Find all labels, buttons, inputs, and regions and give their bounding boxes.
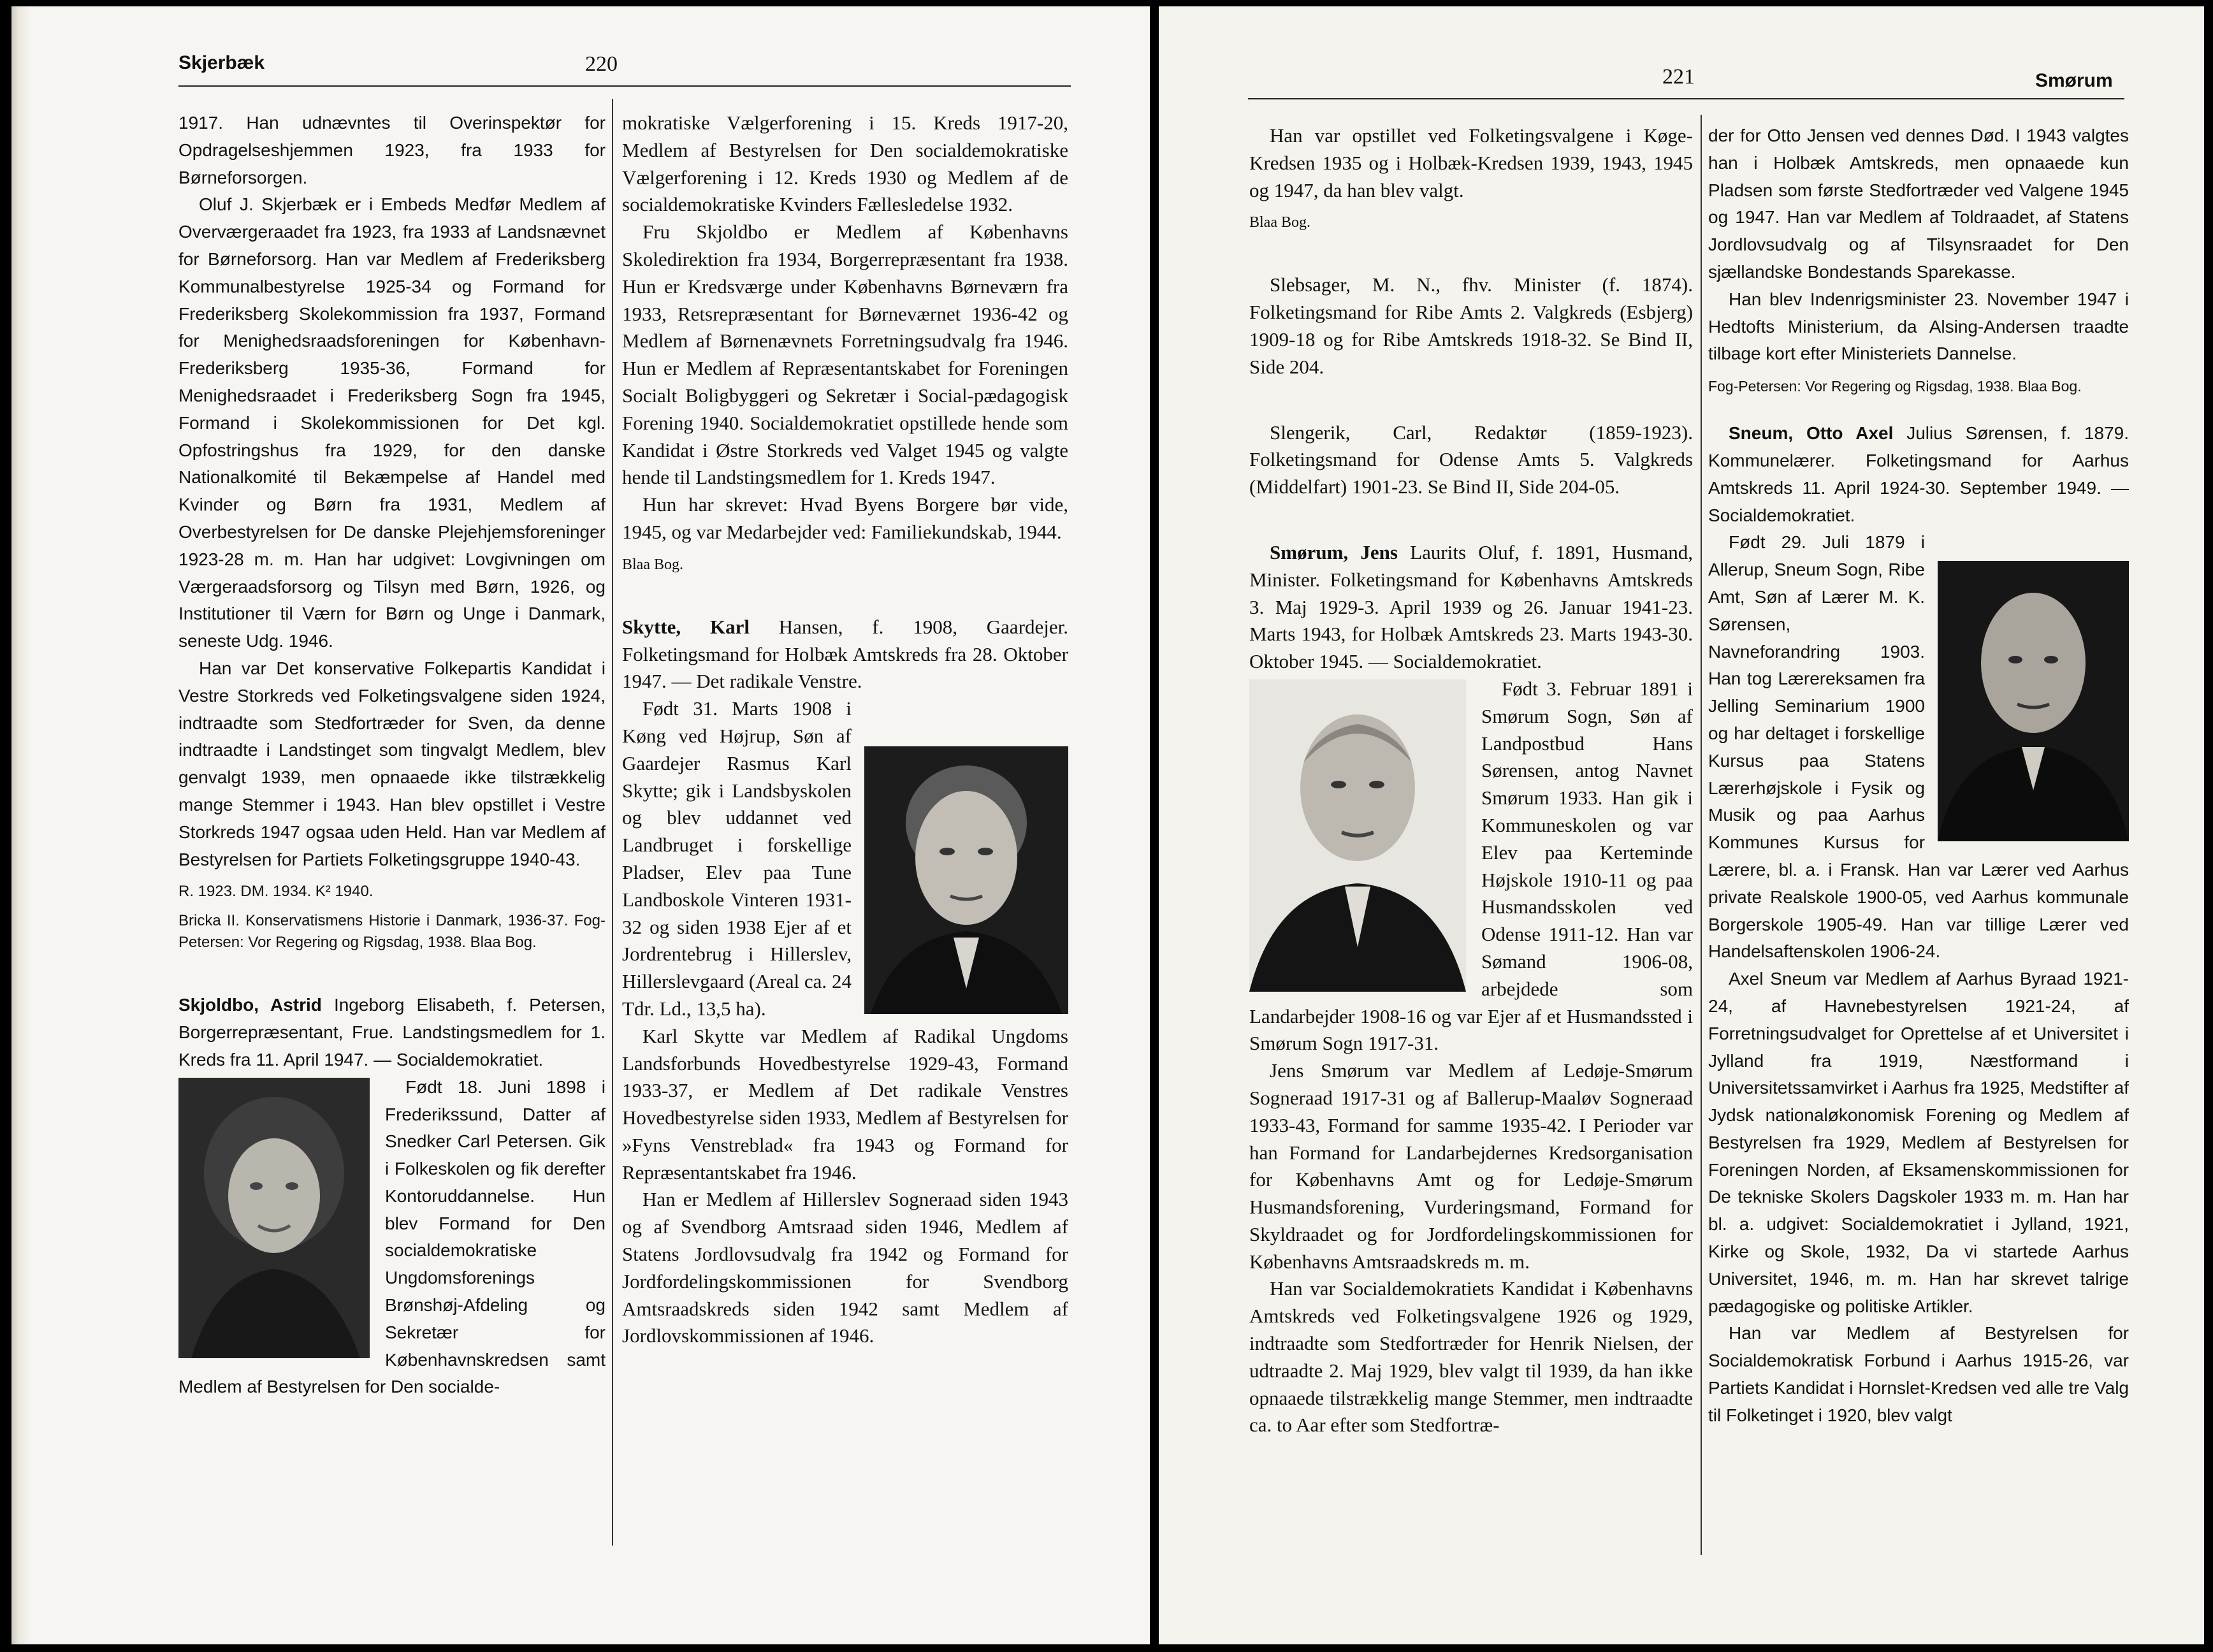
paragraph: 1917. Han udnævntes til Overinspektør for Opdragelseshjemmen 1923, fra 1933 for Børneforsorgen. [178, 113, 606, 187]
page-edge [11, 6, 31, 1644]
running-header-name: Skjerbæk [178, 52, 265, 73]
entry-intro: Julius Sørensen, f. 1879. Kommunelærer. Folketingsmand for Aarhus Amtskreds 11. April 1924-30. September 1949. — Socialdemokratiet. [1708, 423, 2130, 525]
entry-intro: Ingeborg Elisabeth, f. Petersen, Borgerrepræsentant, Frue. Landstingsmedlem for 1. Kreds fra 11. April 1947. — Socialdemokratiet. [178, 995, 606, 1069]
spacer [1249, 381, 1693, 419]
portrait-image [178, 1078, 370, 1358]
paragraph: Jens Smørum var Medlem af Ledøje-Smørum Sogneraad 1917-31 og af Ballerup-Maaløv Sogneraad 1933-43, Formand for samme 1935-42. I Perioder var han Formand for Landarbejdernes Kredsorganisation for Københavns Amt og for Ledøje-Smørum Husmandsforening, Vurderingsmand, Formand for Skyldraadet og for Jordfordelingskommissionen for Københavns Amtsraadskreds m. m. [1249, 1059, 1693, 1273]
portrait-photo-skjoldbo [178, 1078, 370, 1358]
right-page [1159, 6, 2204, 1644]
left-column-1 [178, 110, 606, 1401]
entry-slebsager: Slebsager, M. N., fhv. Minister (f. 1874). Folketingsmand for Ribe Amts 2. Valgkreds (Esbjerg) 1909-18 og for Ribe Amtskreds 1918-32. Se Bind II, Side 204. [1249, 273, 1693, 378]
source-line: Fog-Petersen: Vor Regering og Rigsdag, 1938. Blaa Bog. [1708, 378, 2082, 395]
born-text: Født 29. Juli 1879 i Allerup, Sneum Sogn, Ribe Amt, Søn af Lærer M. K. Sørensen, Navneforandring 1903. Han tog Lærereksamen fra Jelling Seminarium 1900 og har deltaget i forskellige Kursus paa Statens Lærerhøjskole i Fysik og Musik og paa Aarhus Kommunes Kursus for Lærere, bl. a. i Fransk. Han var Lærer ved Aarhus private Realskole 1900-05, ved Aarhus kommunale Borgerskole 1905-49. Han var tillige Lærer ved Handelsaftenskolen 1906-24. [1708, 532, 2129, 962]
entry-name-given: Otto Axel [1806, 423, 1894, 444]
source-line: Bricka II. Konservatismens Historie i Danmark, 1936-37. Fog-Petersen: Vor Regering og Rigsdag, 1938. Blaa Bog. [178, 912, 606, 952]
entry-intro: Laurits Oluf, f. 1891, Husmand, Minister. Folketingsmand for Københavns Amtskreds 3. Maj 1929-3. April 1939 og 26. Januar 1941-23. Marts 1943, for Holbæk Amtskreds 23. Marts 1943-30. Oktober 1945. — Socialdemokratiet. [1249, 540, 1694, 673]
entry-sneum [1708, 420, 2129, 529]
paragraph: Karl Skytte var Medlem af Radikal Ungdoms Landsforbunds Hovedbestyrelse 1929-43, Formand 1933-37, er Medlem af Det radikale Venstres Hovedbestyrelse siden 1933, Medlem af Bestyrelsen for »Fyns Venstreblad« fra 1943 og Formand for Repræsentantskabet fra 1946. [622, 1024, 1068, 1184]
paragraph [1708, 529, 2129, 966]
paragraph [1249, 676, 1693, 1057]
entry-skytte [622, 614, 1068, 695]
paragraph: Han var opstillet ved Folketingsvalgene i Køge-Kredsen 1935 og i Holbæk-Kredsen 1939, 1943, 1945 og 1947, da han blev valgt. [1249, 124, 1693, 201]
paragraph: mokratiske Vælgerforening i 15. Kreds 1917-20, Medlem af Bestyrelsen for Den socialdemokratiske Vælgerforening i 12. Kreds 1930 og Medlem af de socialdemokratiske Kvinders Fællesledelse 1932. [622, 112, 1068, 216]
portrait-photo-smorum [1249, 679, 1466, 992]
entry-intro: Hansen, f. 1908, Gaardejer. Folketingsmand for Holbæk Amtskreds fra 28. Oktober 1947. — Det radikale Venstre. [622, 615, 1068, 693]
born-lead: Født 18. Juni 1898 [405, 1076, 586, 1097]
left-page [11, 6, 1150, 1644]
paragraph: der for Otto Jensen ved dennes Død. I 1943 valgtes han i Holbæk Amtskreds, men opnaaede kun Pladsen som første Stedfortræder ved Valgene 1945 og 1947. Han var Medlem af Toldraadet, af Statens Jordlovsudvalg og af Tilsynsraadet for Den sjællandske Bondestands Sparekasse. [1708, 126, 2129, 282]
source-line: Blaa Bog. [622, 556, 683, 573]
paragraph: Han er Medlem af Hillerslev Sogneraad siden 1943 og af Svendborg Amtsraad siden 1946, Medlem af Statens Jordlovsudvalg fra 1942 og Formand for Jordfordelingskommissionen for Svendborg Amtsraadskreds siden 1942 samt Medlem af Jordlovskommissionen af 1946. [622, 1188, 1068, 1347]
right-column-2 [1708, 122, 2129, 1430]
spacer [1249, 501, 1693, 539]
paragraph: Hun har skrevet: Hvad Byens Borgere bør vide, 1945, og var Medarbejder ved: Familiekundskab, 1944. [622, 493, 1068, 543]
paragraph: Fru Skjoldbo er Medlem af Københavns Skoledirektion fra 1934, Borgerrepræsentant fra 1938. Hun er Kredsværge under Københavns Børneværn fra 1933, Retsrepræsentant for Børneværnet 1936-42 og Medlem af Børnenævnets Forretningsudvalg fra 1946. Hun er Medlem af Repræsentantskabet for Foreningen Socialt Boligbyggeri og Sekretær i Social-pædagogisk Forening 1940. Socialdemokratiet opstillede hende som Kandidat i Østre Storkreds ved Valget 1945 og valgte hende til Landstingsmedlem for 1. Kreds 1947. [622, 221, 1068, 489]
source-line: R. 1923. DM. 1934. K² 1940. [178, 883, 374, 901]
paragraph: Han var Socialdemokratiets Kandidat i Københavns Amtskreds ved Folketingsvalgene 1926 og 1929, indtraadte som Stedfortræder for Henrik Nielsen, der udtraadte 2. Maj 1929, blev valgt til 1939, da han ikke opnaaede tilstrækkelig mange Stemmer, men indtraadte ca. to Aar efter som Stedfortræ- [1249, 1277, 1693, 1437]
page-number: 221 [1662, 65, 1695, 89]
paragraph [178, 1074, 606, 1402]
header-rule [1248, 98, 2124, 99]
portrait-photo-skytte [864, 746, 1068, 1014]
paragraph: Han var Det konservative Folkepartis Kandidat i Vestre Storkreds ved Folketingsvalgene siden 1924, indtraadte som Stedfortræder for Sven, da denne indtraadte i Landstinget som tingvalgt Medlem, blev genvalgt 1939, men opnaaede ikke tilstrækkelig mange Stemmer i 1943. Han blev opstillet i Vestre Storkreds 1947 ogsaa uden Held. Han var Medlem af Bestyrelsen for Partiets Folketingsgruppe 1940-43. [178, 658, 606, 869]
paragraph: Han blev Indenrigsminister 23. November 1947 i Hedtofts Ministerium, da Alsing-Andersen traadte tilbage kort efter Ministeriets Dannelse. [1708, 289, 2129, 364]
portrait-photo-sneum [1938, 561, 2129, 841]
born-text: Født 31. Marts 1908 i Køng ved Højrup, Søn af Gaardejer Rasmus Karl Skytte; gik i Landsbyskolen og blev uddannet ved Landbruget i forskellige Pladser, Elev paa Tune Landboskole Vinteren 1931-32 og siden 1938 Ejer af et Jordrentebrug i Hillerslev, Hillerslevgaard (Areal ca. 24 Tdr. Ld., 13,5 ha). [622, 697, 852, 1020]
page-number: 220 [585, 52, 618, 76]
paragraph: Oluf J. Skjerbæk er i Embeds Medfør Medlem af Overværgeraadet fra 1923, fra 1933 af Landsnævnet for Børneforsorg. Han var Medlem af Frederiksberg Kommunalbestyrelse 1925-34 og Formand for Frederiksberg Skolekommission fra 1937, Formand for Menighedsraadsforeningen for København-Frederiksberg 1935-36, Formand for Menighedsraadet i Frederiksberg Sogn fra 1945, Formand i Skolekommissionen for Det kgl. Opfostringshus fra 1929, for den danske Nationalkomité til Bekæmpelse af Handel med Kvinder og Børn fra 1931, Medlem af Overbestyrelsen for De danske Plejehjemsforeninger 1923-28 m. m. Han har udgivet: Lovgivningen om Værgeraadsforsorg og Tilsyn med Børn, 1926, og Institutioner til Værn for Børn og Unge i Danmark, seneste Udg. 1946. [178, 194, 606, 651]
entry-name: Skjoldbo, Astrid [178, 995, 322, 1015]
born-text: Født 3. Februar 1891 i Smørum Sogn, Søn af Landpostbud Hans Sørensen, antog Navnet Smørum 1933. Han gik i Kommuneskolen og var Elev paa Kerteminde Højskole 1910-11 og paa Husmandsskolen ved Odense 1911-12. Han var Sømand 1906-08, arbejdede som Landarbejder 1908-16 og var Ejer af et Husmandssted i Smørum Sogn 1917-31. [1249, 677, 1693, 1055]
portrait-image [864, 746, 1068, 1014]
source-line: Blaa Bog. [1249, 214, 1310, 231]
paragraph [622, 695, 1068, 1023]
born-text: i Frederikssund, Datter af Snedker Carl Petersen. Gik i Folkeskolen og fik derefter Kontoruddannelse. Hun blev Formand for Den socialdemokratiske Ungdomsforenings Brønshøj-Afdeling og Sekretær for Københavnskredsen samt Medlem af Bestyrelsen for Den socialde- [178, 1076, 606, 1397]
header-rule [178, 85, 1071, 87]
entry-smorum [1249, 539, 1693, 676]
spacer [622, 576, 1068, 614]
entry-slengerik: Slengerik, Carl, Redaktør (1859-1923). Folketingsmand for Odense Amts 5. Valgkreds (Middelfart) 1901-23. Se Bind II, Side 204-05. [1249, 421, 1693, 498]
column-divider [1701, 115, 1702, 1555]
spacer [1249, 233, 1693, 272]
right-column-1 [1249, 122, 1693, 1439]
entry-name: Skytte, Karl [622, 615, 750, 638]
paragraph: Axel Sneum var Medlem af Aarhus Byraad 1921-24, af Havnebestyrelsen 1921-24, af Forretningsudvalget for Oprettelse af et Universitet i Jylland fra 1919, Næstformand i Universitetssamvirket i Aarhus fra 1925, Medstifter af Jydsk nationaløkonomisk Forening og Medlem af Bestyrelsen fra 1929, Medlem af Bestyrelsen for Foreningen Norden, af Eksamenskommissionen for De tekniske Skolers Dagskoler 1933 m. m. Han har bl. a. udgivet: Socialdemokratiet i Jylland, 1921, Kirke og Skole, 1932, Da vi startede Aarhus Universitet, 1946, m. m. Han har skrevet talrige pædagogiske og politiske Artikler. [1708, 969, 2129, 1316]
paragraph: Han var Medlem af Bestyrelsen for Socialdemokratisk Forbund i Aarhus 1915-26, var Partiets Kandidat i Hornslet-Kredsen ved alle tre Valg til Folketinget i 1920, blev valgt [1708, 1323, 2129, 1425]
spacer [1708, 397, 2129, 420]
entry-skjoldbo [178, 992, 606, 1073]
spacer [178, 953, 606, 992]
portrait-image [1938, 561, 2129, 841]
entry-name: Sneum, [1729, 423, 1794, 444]
column-divider [612, 99, 613, 1546]
left-column-2 [622, 110, 1068, 1350]
running-header-name: Smørum [2035, 70, 2113, 91]
portrait-image [1249, 679, 1466, 992]
entry-name: Smørum, Jens [1270, 540, 1398, 563]
